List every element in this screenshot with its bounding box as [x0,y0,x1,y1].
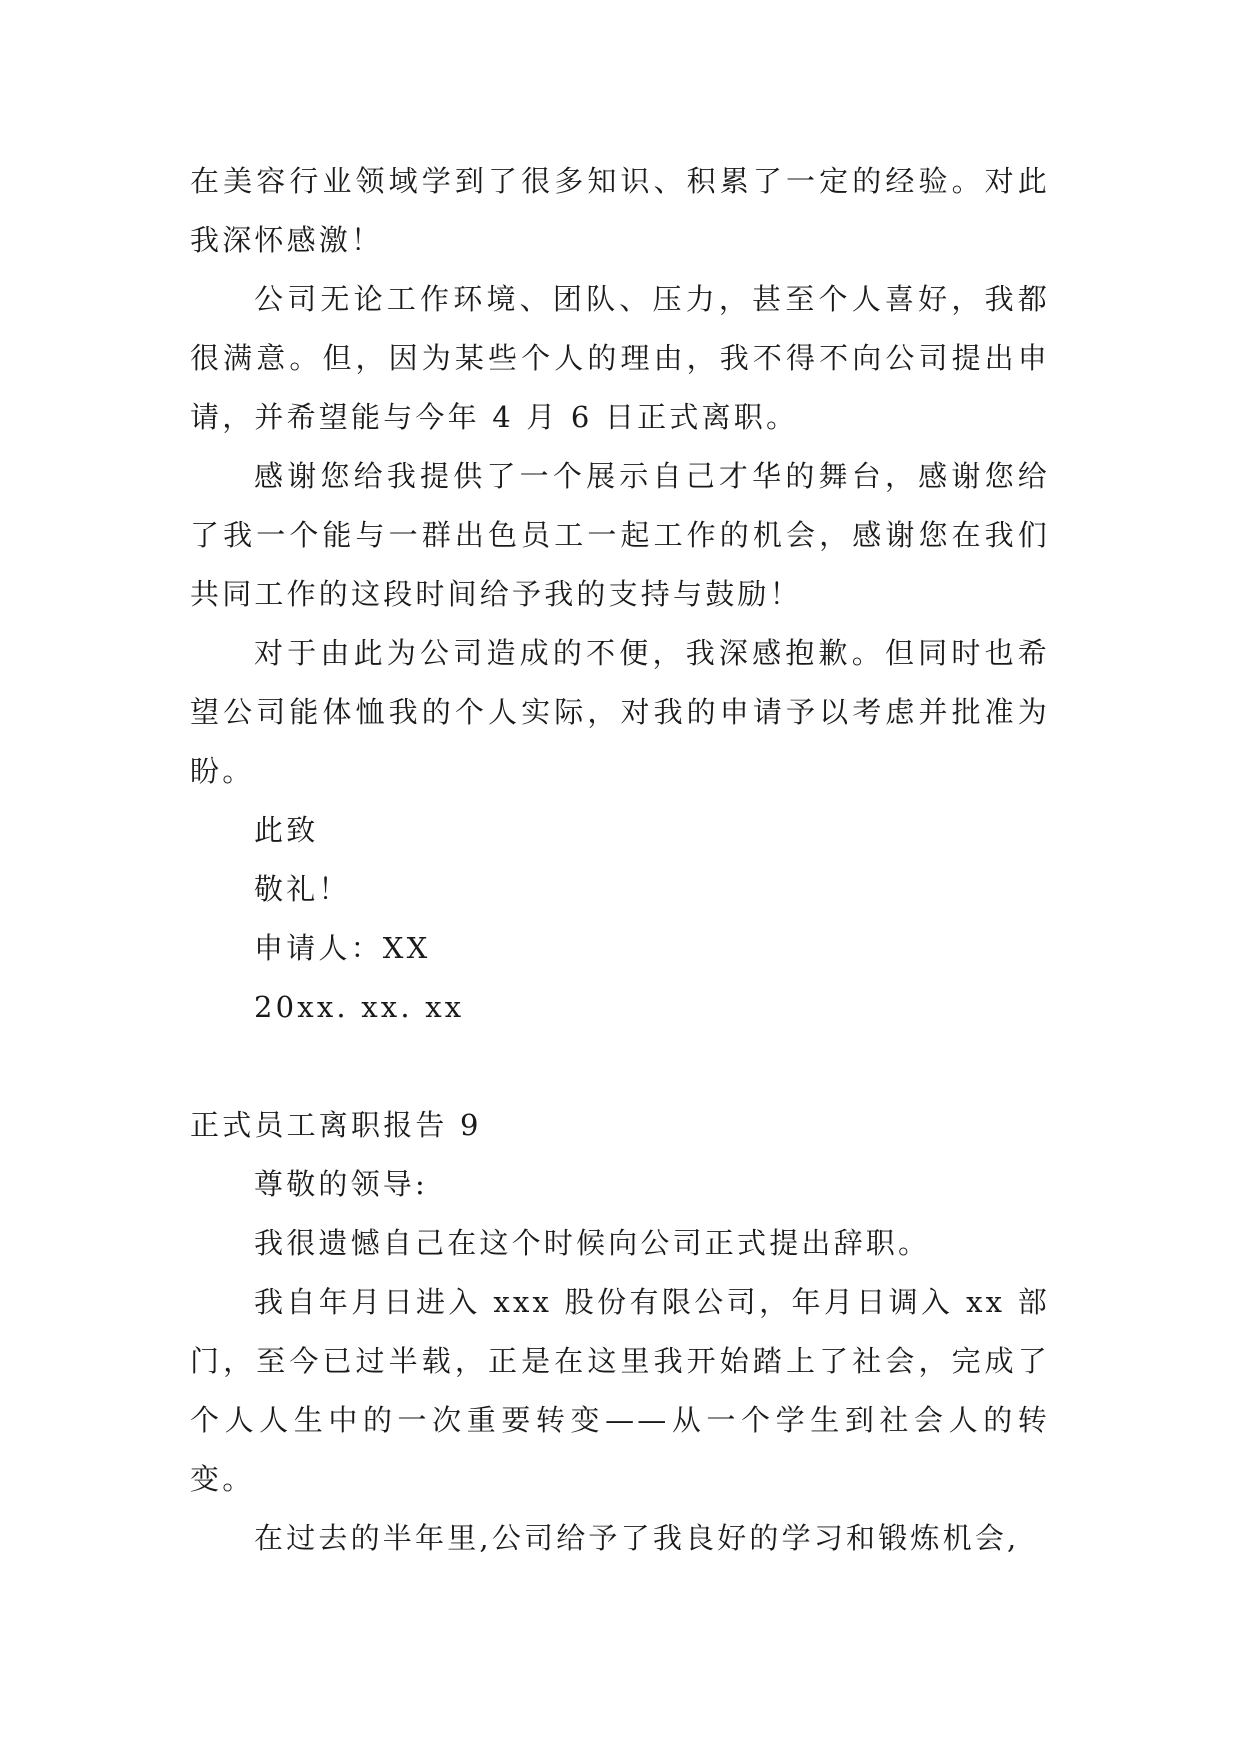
section-paragraph-1: 我很遗憾自己在这个时候向公司正式提出辞职。 [254,1226,931,1260]
section-paragraph-2: 我自年月日进入 xxx 股份有限公司，年月日调入 xx 部门，至今已过半载，正是在这里我开始踏上了社会，完成了个人人生中的一次重要转变——从一个学生到社会人的转变。 [190,1285,1050,1496]
closing-line-2: 敬礼！ [254,872,351,906]
paragraph-thanks: 感谢您给我提供了一个展示自己才华的舞台，感谢您给了我一个能与一群出色员工一起工作的机会，感谢您在我们共同工作的这段时间给予我的支持与鼓励！ [190,459,1050,611]
document-body [190,152,1050,1568]
paragraph-resignation-reason: 公司无论工作环境、团队、压力，甚至个人喜好，我都很满意。但，因为某些个人的理由，我不得不向公司提出申请，并希望能与今年 4 月 6 日正式离职。 [190,282,1050,434]
paragraph-apology: 对于由此为公司造成的不便，我深感抱歉。但同时也希望公司能体恤我的个人实际，对我的申请予以考虑并批准为盼。 [190,636,1050,788]
section-title: 正式员工离职报告 9 [190,1108,482,1142]
applicant-signature: 申请人：XX [254,931,431,965]
section-gap [190,1037,1050,1096]
section-greeting: 尊敬的领导: [254,1167,428,1201]
section-paragraph-3: 在过去的半年里,公司给予了我良好的学习和锻炼机会, [254,1521,1020,1555]
closing-line-1: 此致 [254,813,319,847]
paragraph-gratitude: 在美容行业领域学到了很多知识、积累了一定的经验。对此我深怀感激！ [190,164,1050,257]
letter-date: 20xx. xx. xx [254,990,465,1024]
